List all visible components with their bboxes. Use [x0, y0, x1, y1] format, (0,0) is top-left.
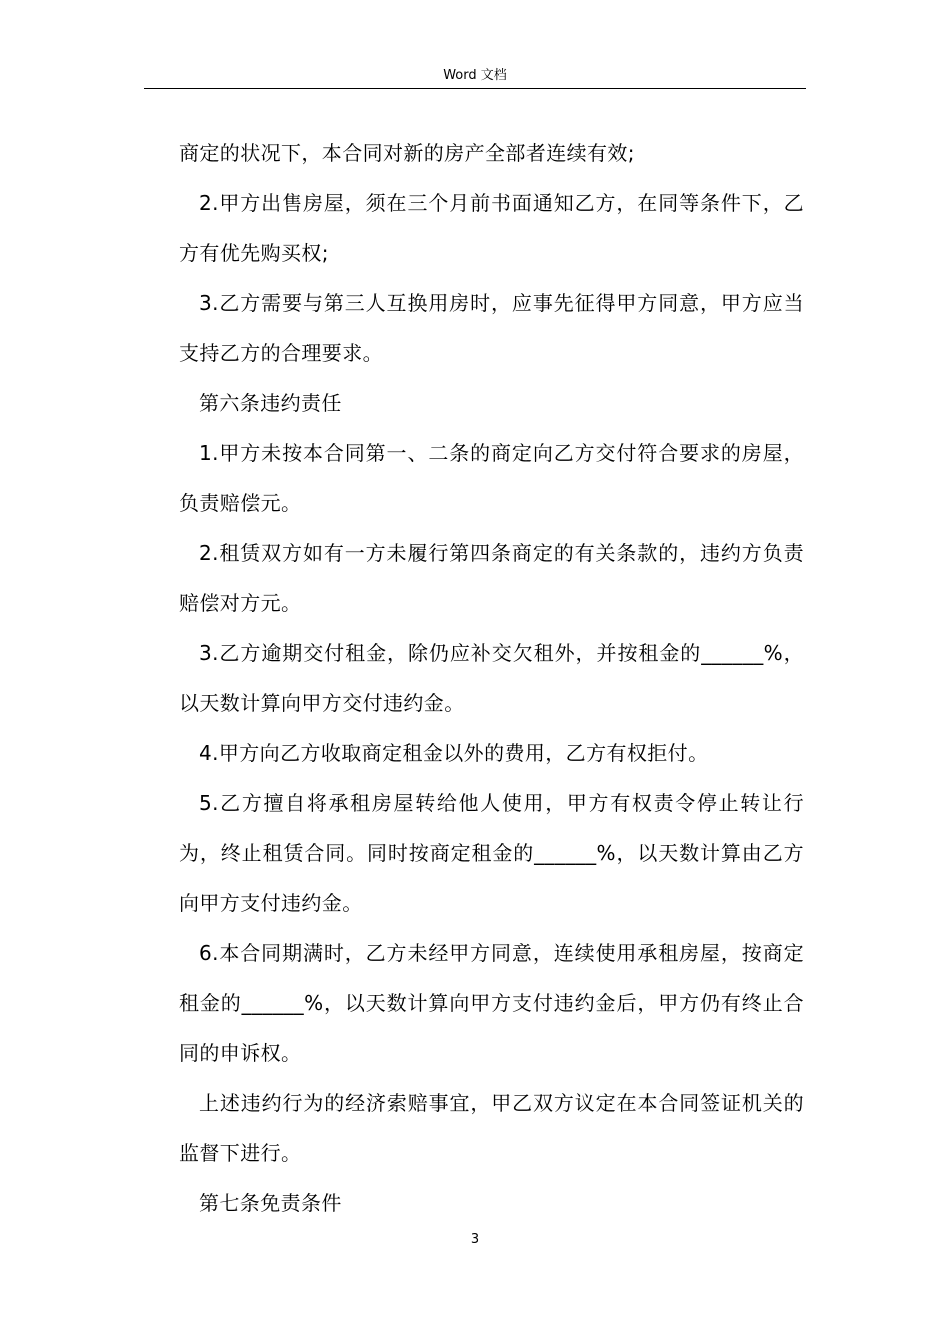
page-number: 3 [470, 1232, 480, 1247]
header-divider [144, 88, 806, 89]
paragraph-continuation: 商定的状况下，本合同对新的房产全部者连续有效; [179, 141, 635, 165]
document-body [179, 128, 804, 1228]
paragraph-breach-3: 3.乙方逾期交付租金，除仍应补交欠租外，并按租金的______%，以天数计算向甲方交付违约金。 [179, 641, 804, 715]
section-heading-article-7: 第七条免责条件 [199, 1191, 342, 1215]
paragraph-breach-2: 2.租赁双方如有一方未履行第四条商定的有关条款的，违约方负责赔偿对方元。 [179, 541, 804, 615]
paragraph-claims-supervision: 上述违约行为的经济索赔事宜，甲乙双方议定在本合同签证机关的监督下进行。 [179, 1091, 804, 1165]
paragraph-breach-1: 1.甲方未按本合同第一、二条的商定向乙方交付符合要求的房屋，负责赔偿元。 [179, 441, 804, 515]
paragraph-clause-3: 3.乙方需要与第三人互换用房时，应事先征得甲方同意，甲方应当支持乙方的合理要求。 [179, 291, 804, 365]
page-header: Word 文档 [443, 68, 507, 83]
paragraph-clause-2: 2.甲方出售房屋，须在三个月前书面通知乙方，在同等条件下，乙方有优先购买权; [179, 191, 804, 265]
paragraph-breach-5: 5.乙方擅自将承租房屋转给他人使用，甲方有权责令停止转让行为，终止租赁合同。同时按商定租金的______%，以天数计算由乙方向甲方支付违约金。 [179, 791, 804, 915]
section-heading-article-6: 第六条违约责任 [199, 391, 342, 415]
paragraph-breach-4: 4.甲方向乙方收取商定租金以外的费用，乙方有权拒付。 [199, 741, 709, 765]
paragraph-breach-6: 6.本合同期满时，乙方未经甲方同意，连续使用承租房屋，按商定租金的______%，以天数计算向甲方支付违约金后，甲方仍有终止合同的申诉权。 [179, 941, 804, 1065]
